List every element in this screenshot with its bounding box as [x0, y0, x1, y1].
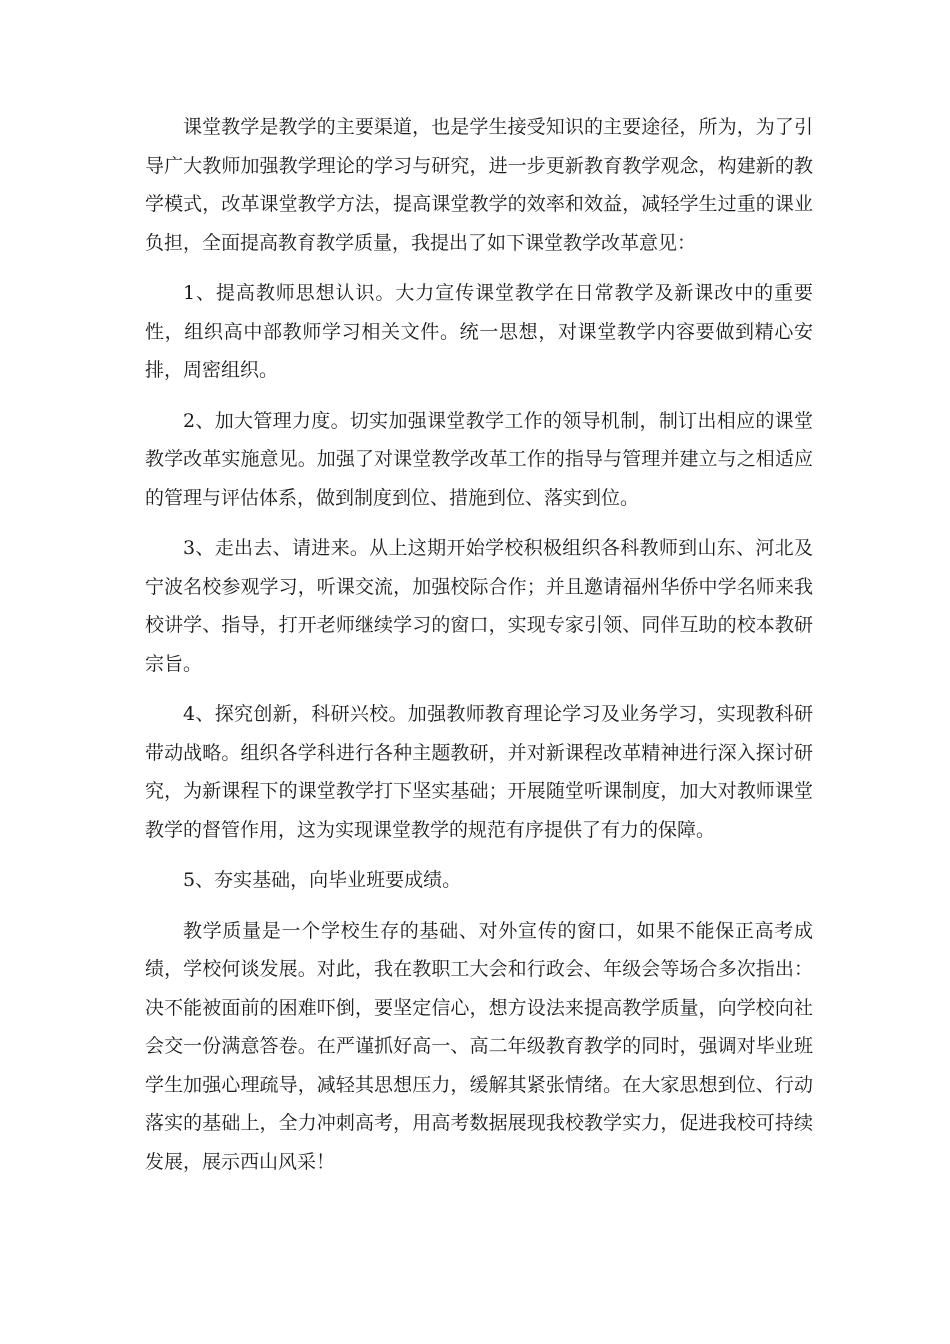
paragraph-item-1: 1、提高教师思想认识。大力宣传课堂教学在日常教学及新课改中的重要性，组织高中部教师学习相关文件。统一思想，对课堂教学内容要做到精心安排，周密组织。: [145, 282, 813, 381]
paragraph-item-5: 5、夯实基础，向毕业班要成绩。: [183, 869, 462, 891]
paragraph-item-3: 3、走出去、请进来。从上这期开始学校积极组织各科教师到山东、河北及宁波名校参观学习，听课交流，加强校际合作；并且邀请福州华侨中学名师来我校讲学、指导，打开老师继续学习的窗口，实现专家引领、同伴互助的校本教研宗旨。: [145, 537, 813, 675]
paragraph-item-4: 4、探究创新，科研兴校。加强教师教育理论学习及业务学习，实现教科研带动战略。组织各学科进行各种主题教研，并对新课程改革精神进行深入探讨研究，为新课程下的课堂教学打下坚实基础；开展随堂听课制度，加大对教师课堂教学的督管作用，这为实现课堂教学的规范有序提供了有力的保障。: [145, 703, 813, 841]
document-page: [145, 108, 813, 1193]
paragraph-intro: 课堂教学是教学的主要渠道，也是学生接受知识的主要途径，所为，为了引导广大教师加强教学理论的学习与研究，进一步更新教育教学观念，构建新的教学模式，改革课堂教学方法，提高课堂教学的效率和效益，减轻学生过重的课业负担，全面提高教育教学质量，我提出了如下课堂教学改革意见：: [145, 116, 813, 254]
paragraph-item-2: 2、加大管理力度。切实加强课堂教学工作的领导机制，制订出相应的课堂教学改革实施意见。加强了对课堂教学改革工作的指导与管理并建立与之相适应的管理与评估体系，做到制度到位、措施到位、落实到位。: [145, 409, 813, 509]
paragraph-conclusion: 教学质量是一个学校生存的基础、对外宣传的窗口，如果不能保正高考成绩，学校何谈发展。对此，我在教职工大会和行政会、年级会等场合多次指出：决不能被面前的困难吓倒，要坚定信心，想方设法来提高教学质量，向学校向社会交一份满意答卷。在严谨抓好高一、高二年级教育教学的同时，强调对毕业班学生加强心理疏导，减轻其思想压力，缓解其紧张情绪。在大家思想到位、行动落实的基础上，全力冲刺高考，用高考数据展现我校教学实力，促进我校可持续发展，展示西山风采！: [145, 919, 813, 1173]
